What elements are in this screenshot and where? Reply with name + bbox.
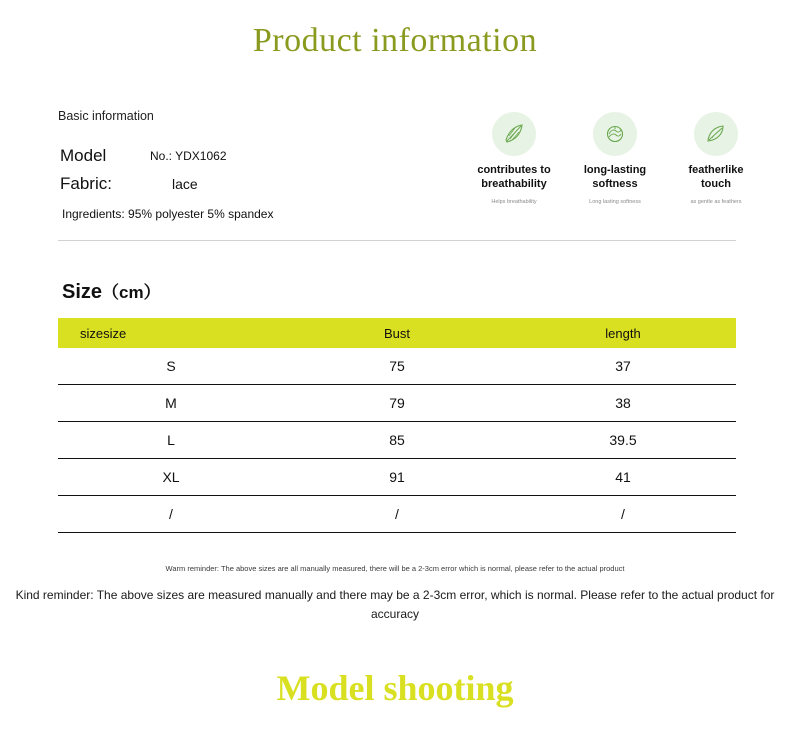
cell-length: 38 bbox=[510, 385, 736, 422]
feature-subtitle: Helps breathability bbox=[491, 198, 537, 205]
cell-bust: / bbox=[284, 496, 510, 533]
model-value: No.: YDX1062 bbox=[150, 149, 227, 163]
size-heading-text: Size bbox=[62, 281, 103, 303]
feature-title: featherlike touch bbox=[688, 164, 744, 190]
basic-information-label: Basic information bbox=[58, 109, 154, 123]
feature-subtitle: as gentle as feathers bbox=[690, 198, 742, 205]
cell-length: 37 bbox=[510, 348, 736, 385]
model-label: Model bbox=[60, 146, 107, 165]
warm-reminder-text: Warm reminder: The above sizes are all manually measured, there will be a 2-3cm error which is normal, please refer to the actual product bbox=[165, 564, 625, 573]
column-header-size: sizesize bbox=[58, 318, 284, 348]
size-table-head bbox=[58, 318, 736, 348]
table-row bbox=[58, 422, 736, 459]
model-shooting-title: Model shooting bbox=[276, 668, 514, 708]
table-row bbox=[58, 385, 736, 422]
page-title: Product information bbox=[252, 22, 538, 59]
kind-reminder-text: Kind reminder: The above sizes are measured manually and there may be a 2-3cm error, which is normal. Please refer to the actual product for accuracy bbox=[15, 588, 775, 622]
table-row bbox=[58, 496, 736, 533]
cell-size: S bbox=[58, 348, 284, 385]
feature-badges bbox=[470, 112, 760, 205]
cloud-softness-icon bbox=[593, 112, 637, 156]
size-heading bbox=[62, 278, 161, 304]
feature-title: long-lasting softness bbox=[583, 164, 647, 190]
cell-length: 39.5 bbox=[510, 422, 736, 459]
ingredients-text: Ingredients: 95% polyester 5% spandex bbox=[62, 207, 274, 221]
feature-softness bbox=[571, 112, 659, 205]
column-header-length: length bbox=[510, 318, 736, 348]
cell-bust: 85 bbox=[284, 422, 510, 459]
cell-bust: 75 bbox=[284, 348, 510, 385]
cell-bust: 91 bbox=[284, 459, 510, 496]
fabric-label: Fabric: bbox=[60, 174, 112, 193]
size-heading-unit: （cm） bbox=[102, 283, 161, 302]
feather-breathability-icon bbox=[492, 112, 536, 156]
feature-breathability bbox=[470, 112, 558, 205]
cell-size: L bbox=[58, 422, 284, 459]
size-table bbox=[58, 318, 736, 533]
leaf-touch-icon bbox=[694, 112, 738, 156]
feature-featherlike-touch bbox=[672, 112, 760, 205]
cell-size: M bbox=[58, 385, 284, 422]
table-row bbox=[58, 348, 736, 385]
section-divider bbox=[58, 240, 736, 241]
size-table-body bbox=[58, 348, 736, 533]
cell-length: 41 bbox=[510, 459, 736, 496]
table-row bbox=[58, 459, 736, 496]
cell-size: XL bbox=[58, 459, 284, 496]
column-header-bust: Bust bbox=[284, 318, 510, 348]
feature-title: contributes to breathability bbox=[477, 164, 551, 190]
cell-bust: 79 bbox=[284, 385, 510, 422]
fabric-value: lace bbox=[172, 176, 198, 192]
cell-size: / bbox=[58, 496, 284, 533]
cell-length: / bbox=[510, 496, 736, 533]
feature-subtitle: Long lasting softness bbox=[589, 198, 641, 205]
table-header-row bbox=[58, 318, 736, 348]
